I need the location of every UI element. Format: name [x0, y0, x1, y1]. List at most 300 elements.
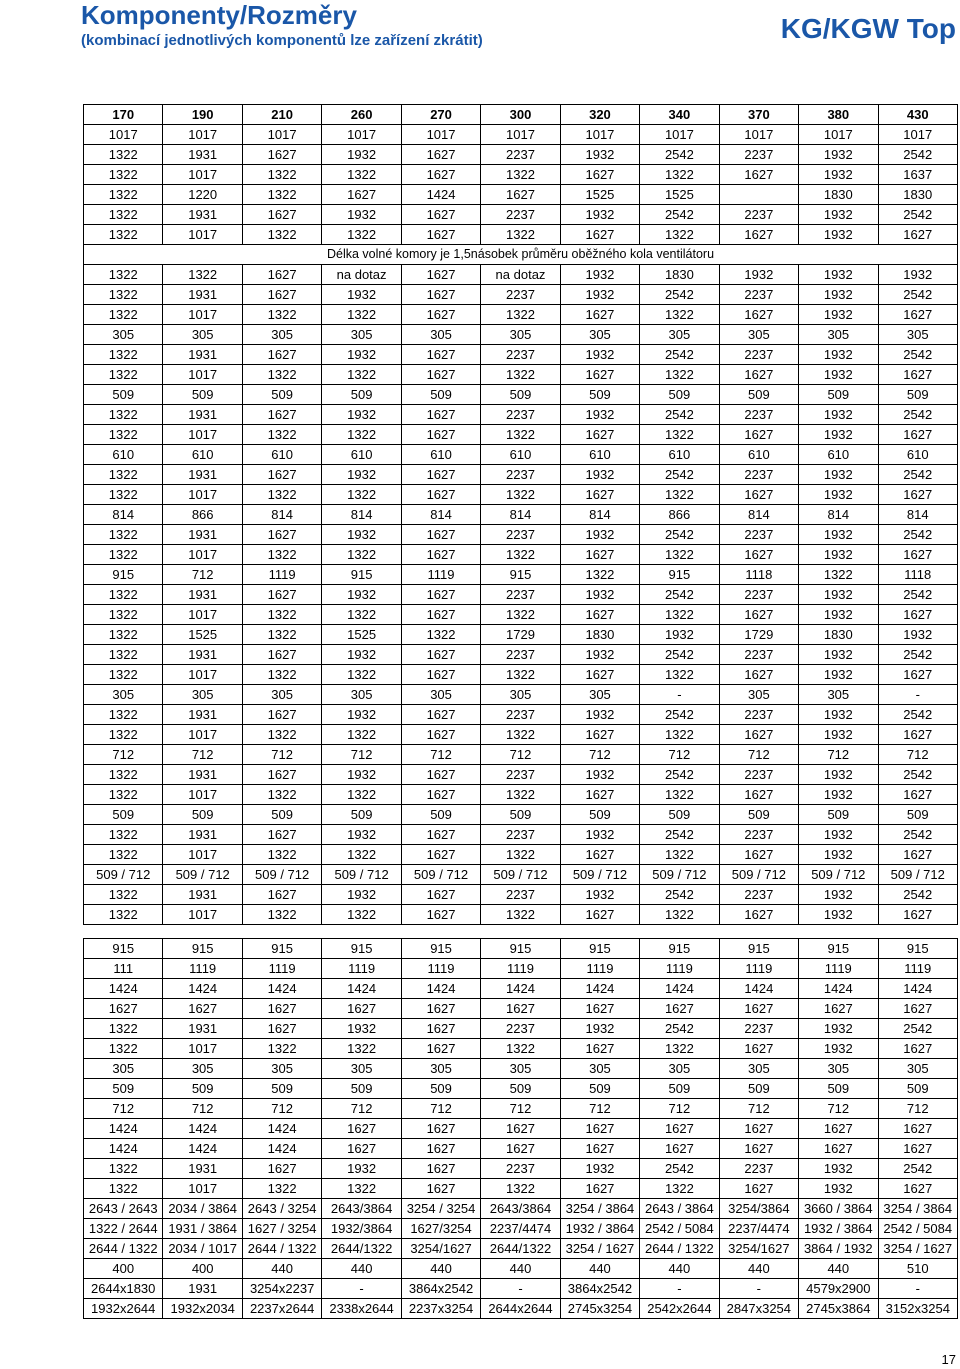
table-cell: 305 [799, 325, 878, 345]
table-cell: 1322 [84, 525, 163, 545]
table-cell: 1627 [799, 1139, 878, 1159]
table-cell: 1119 [242, 565, 321, 585]
table-row [84, 385, 958, 405]
table-cell: 1322 [242, 1179, 321, 1199]
table-cell: 1119 [481, 959, 560, 979]
table-cell: 1627 [401, 999, 480, 1019]
table-cell: 712 [163, 565, 242, 585]
table-cell: 1322 [242, 485, 321, 505]
table-cell: 1830 [878, 185, 957, 205]
table-row [84, 265, 958, 285]
table-cell: 1322 [84, 185, 163, 205]
table-cell: 1932 [322, 825, 401, 845]
table-cell: 1932 [799, 585, 878, 605]
table-cell: 1322 [322, 225, 401, 245]
table-cell: - [878, 685, 957, 705]
table-cell: 2542 / 5084 [878, 1219, 957, 1239]
table-cell: 305 [560, 325, 639, 345]
table-cell: 1627 [560, 425, 639, 445]
table-cell: 1627 [401, 345, 480, 365]
table-cell: 509 [401, 805, 480, 825]
table-cell: 1627 [401, 205, 480, 225]
table-cell: 1322 [84, 625, 163, 645]
table-cell: 1627 [401, 1139, 480, 1159]
table-cell: 1322 [481, 665, 560, 685]
table-cell: 1322 [84, 485, 163, 505]
table-cell: 1627 [481, 1119, 560, 1139]
table-row [84, 939, 958, 959]
table-cell: 2237 [481, 465, 560, 485]
table-cell: 1627 [401, 525, 480, 545]
table-cell: 1627 [878, 605, 957, 625]
table-cell: 1322 [242, 845, 321, 865]
table-cell: 2237 [481, 285, 560, 305]
table-cell: 1322 [84, 585, 163, 605]
table-cell: 1322 [84, 1039, 163, 1059]
table-cell: 1932 [560, 145, 639, 165]
table-cell: 1322 [401, 625, 480, 645]
table-cell: 1627 [878, 225, 957, 245]
table-cell: 1322 [481, 485, 560, 505]
table-row [84, 645, 958, 665]
table-row [84, 345, 958, 365]
table-cell: 2237 [719, 405, 798, 425]
table-cell: 1017 [322, 125, 401, 145]
table-cell: 1322 [640, 665, 719, 685]
table-cell: 1627 [878, 1119, 957, 1139]
table-cell: 1932 [799, 885, 878, 905]
table-cell: 1627 [640, 1139, 719, 1159]
table-cell: 1017 [163, 905, 242, 925]
table-row [84, 525, 958, 545]
table-cell: 1322 [84, 665, 163, 685]
column-header: 170 [84, 105, 163, 125]
table-cell: 509 [84, 385, 163, 405]
table-cell: 2237 [719, 345, 798, 365]
table-cell: 305 [163, 685, 242, 705]
table-cell: 1627 [401, 305, 480, 325]
table-row [84, 745, 958, 765]
table-cell: 509 [242, 385, 321, 405]
table-cell: 1627 [560, 545, 639, 565]
table-cell: 1932 [799, 665, 878, 685]
table-cell: 1932 [560, 645, 639, 665]
table-cell: 1627 [322, 1139, 401, 1159]
table-cell: 1017 [84, 125, 163, 145]
table-cell: 509 [163, 805, 242, 825]
table-cell: 509 [84, 1079, 163, 1099]
table-row [84, 1039, 958, 1059]
table-cell: 509 [481, 805, 560, 825]
table-cell: 1322 [322, 665, 401, 685]
table-cell: 1627 [401, 845, 480, 865]
table-cell: 814 [481, 505, 560, 525]
table-cell: 440 [481, 1259, 560, 1279]
table-cell: 610 [84, 445, 163, 465]
table-cell: 1322 [799, 565, 878, 585]
table-cell: 610 [878, 445, 957, 465]
table-cell: 1932 [560, 705, 639, 725]
table-cell: 1017 [163, 545, 242, 565]
table-cell: 1322 [242, 1039, 321, 1059]
table-cell: 1322 [322, 545, 401, 565]
page-number: 17 [941, 1352, 956, 1367]
table-cell: 1017 [163, 605, 242, 625]
table-cell: 1322 [242, 365, 321, 385]
table-cell: 712 [719, 1099, 798, 1119]
table-cell: 814 [799, 505, 878, 525]
table-cell: 1627 [878, 1179, 957, 1199]
table-cell: 1322 [481, 425, 560, 445]
table-cell: 1119 [322, 959, 401, 979]
table-cell: 440 [799, 1259, 878, 1279]
table-cell: 1627 [560, 1179, 639, 1199]
table-cell: 1932 [560, 1159, 639, 1179]
table-cell: 610 [481, 445, 560, 465]
table-cell: 1424 [242, 1119, 321, 1139]
table-cell: 1017 [163, 665, 242, 685]
table-cell: 305 [481, 1059, 560, 1079]
table-cell: 1627 [560, 165, 639, 185]
table-cell: 1931 [163, 705, 242, 725]
table-cell: 2542 [640, 885, 719, 905]
table-cell: 1627 [719, 665, 798, 685]
table-cell: 440 [322, 1259, 401, 1279]
table-cell: 1322 [322, 845, 401, 865]
table-cell: 1627 [878, 999, 957, 1019]
table-cell: 1119 [560, 959, 639, 979]
table-cell: 1729 [719, 625, 798, 645]
table-cell: 1322 [84, 1019, 163, 1039]
table-cell: 1627 [878, 665, 957, 685]
table-cell: 509 [560, 1079, 639, 1099]
table-cell: 1322 [84, 1159, 163, 1179]
table-cell: 509 [719, 1079, 798, 1099]
table-cell: 2542 [640, 465, 719, 485]
table-cell: 2237x2644 [242, 1299, 321, 1319]
table-cell: 1932x2644 [84, 1299, 163, 1319]
table-cell: 509 [242, 805, 321, 825]
table-cell: 1627 [560, 845, 639, 865]
table-cell: 305 [640, 1059, 719, 1079]
table-cell: 1932 [878, 625, 957, 645]
table-cell: 2237 [719, 145, 798, 165]
table-cell: 2644 / 1322 [84, 1239, 163, 1259]
table-cell: 3254 / 3864 [560, 1199, 639, 1219]
table-cell: 1932 [322, 765, 401, 785]
table-cell: 712 [719, 745, 798, 765]
table-cell: 1931 [163, 205, 242, 225]
table-cell: 509 [640, 385, 719, 405]
table-cell: 509 [719, 385, 798, 405]
table-cell: 1322 [481, 605, 560, 625]
table-cell: 1322 [640, 225, 719, 245]
table-cell: 1627 [719, 1119, 798, 1139]
table-row [84, 1279, 958, 1299]
table-cell: 1627 [322, 999, 401, 1019]
table-cell: 1932 [322, 885, 401, 905]
table-cell: 1932 [799, 405, 878, 425]
table-cell: 509 [640, 1079, 719, 1099]
table-cell: 1932 [799, 705, 878, 725]
table-row [84, 505, 958, 525]
table-cell: 1627 [242, 885, 321, 905]
table-cell: 610 [322, 445, 401, 465]
table-cell: 1322 [481, 165, 560, 185]
table-cell: 1627 [401, 725, 480, 745]
table-cell: 1627 [84, 999, 163, 1019]
table-cell: 2034 / 1017 [163, 1239, 242, 1259]
table-cell: 2542 [878, 465, 957, 485]
table-row [84, 1059, 958, 1079]
table-cell: 2644 / 1322 [242, 1239, 321, 1259]
table-cell: 2237 [481, 825, 560, 845]
table-cell: 1627 [242, 705, 321, 725]
table-cell: 305 [719, 685, 798, 705]
table-cell: 2034 / 3864 [163, 1199, 242, 1219]
table-cell: 2237 [481, 145, 560, 165]
table-cell: 1627 [322, 185, 401, 205]
table-cell: 1627 [401, 765, 480, 785]
table-cell: 1322 [84, 165, 163, 185]
table-cell: 1017 [242, 125, 321, 145]
table-cell: 1017 [163, 165, 242, 185]
table-cell: 2237/4474 [719, 1219, 798, 1239]
table-cell: 509 / 712 [719, 865, 798, 885]
table-cell: 509 / 712 [401, 865, 480, 885]
table-cell: 1017 [560, 125, 639, 145]
table-cell: 1627 [560, 999, 639, 1019]
table-cell: 1322 [322, 305, 401, 325]
table-cell: 2542 [878, 345, 957, 365]
table-cell: 1627 [560, 305, 639, 325]
table-cell: 1627 [242, 205, 321, 225]
table-cell: 2237 [481, 405, 560, 425]
table-row [84, 1239, 958, 1259]
table-cell: 1322 [84, 425, 163, 445]
table-cell: 2745x3254 [560, 1299, 639, 1319]
table-cell: 1627 [401, 645, 480, 665]
table-cell: 509 [799, 385, 878, 405]
table-cell: 1931 [163, 645, 242, 665]
table-cell: 305 [84, 1059, 163, 1079]
table-cell: 1932 [799, 425, 878, 445]
table-cell: 509 [878, 1079, 957, 1099]
table-cell: 1627 [242, 825, 321, 845]
table-cell: 915 [481, 565, 560, 585]
table-cell: 1627 [878, 305, 957, 325]
table-cell: 1322 [640, 605, 719, 625]
table-cell: 2542 [878, 645, 957, 665]
table-cell: 610 [640, 445, 719, 465]
table-cell: 1627 [719, 1039, 798, 1059]
table-cell: 2542 [878, 825, 957, 845]
table-cell: 712 [640, 1099, 719, 1119]
table-cell: 1932 [322, 345, 401, 365]
table-cell: 1627 [163, 999, 242, 1019]
table-cell: 1932 [799, 525, 878, 545]
table-cell: 1627 [878, 845, 957, 865]
table-cell: 712 [401, 1099, 480, 1119]
table-cell: 1322 [640, 365, 719, 385]
table-cell: 1424 [163, 1119, 242, 1139]
table-row [84, 885, 958, 905]
table-cell: 1322 [481, 1039, 560, 1059]
table-cell: 712 [322, 745, 401, 765]
table-cell: 1627 [719, 725, 798, 745]
table-cell: 1627 [719, 545, 798, 565]
table-cell: 2237 [481, 525, 560, 545]
table-cell: 2237 [481, 765, 560, 785]
table-cell: 1017 [163, 1179, 242, 1199]
table-cell: 3254 / 3254 [401, 1199, 480, 1219]
table-cell: 1627 [719, 425, 798, 445]
table-row [84, 565, 958, 585]
table-cell: 2542 [878, 405, 957, 425]
table-cell: 2237 [719, 765, 798, 785]
table-cell: 1627 [401, 905, 480, 925]
table-cell: 712 [481, 745, 560, 765]
table-cell: 1627 [401, 585, 480, 605]
table-cell: 2542 [878, 1019, 957, 1039]
table-cell: 2542 [878, 205, 957, 225]
table-cell: 2542 [640, 765, 719, 785]
table-cell: 1932 [560, 405, 639, 425]
table-cell: 1932x2034 [163, 1299, 242, 1319]
table-cell: 1322 [481, 365, 560, 385]
table-cell: 2542 [878, 765, 957, 785]
table-row [84, 125, 958, 145]
table-cell: 509 [481, 1079, 560, 1099]
table-cell: 1118 [878, 565, 957, 585]
table-cell: 1627 [401, 425, 480, 445]
table-cell: 509 [560, 805, 639, 825]
table-cell: 1627 [481, 185, 560, 205]
table-cell: 1932 [799, 645, 878, 665]
table-cell: 1322 [242, 305, 321, 325]
table-cell: 1322 [242, 605, 321, 625]
table-cell: 2542 [640, 345, 719, 365]
table-row [84, 445, 958, 465]
table-cell: 2237 [719, 1019, 798, 1039]
table-row [84, 145, 958, 165]
table-cell: 1627 [401, 145, 480, 165]
table-cell: 1627 [322, 1119, 401, 1139]
table-cell: 2542 [878, 585, 957, 605]
table-cell: 509 [560, 385, 639, 405]
table-cell: 712 [878, 745, 957, 765]
table-cell: 1627 [560, 905, 639, 925]
table-cell: 915 [640, 939, 719, 959]
table-cell: 1627 [878, 905, 957, 925]
table-cell: 1932 [799, 485, 878, 505]
table-cell: 1322 [84, 265, 163, 285]
table-cell: 509 / 712 [322, 865, 401, 885]
table-cell: 1322 [322, 785, 401, 805]
table-cell: 1932 [322, 645, 401, 665]
table-cell: - [640, 1279, 719, 1299]
dimensions-table-lower [83, 938, 958, 1319]
column-header: 380 [799, 105, 878, 125]
table-cell: 1931 [163, 1279, 242, 1299]
table-row [84, 465, 958, 485]
table-cell: 509 [799, 805, 878, 825]
table-cell: 2542 [640, 525, 719, 545]
table-cell: 1322 [560, 565, 639, 585]
table-cell: 305 [242, 685, 321, 705]
table-cell: 1627 [401, 665, 480, 685]
table-cell: 1627 [719, 905, 798, 925]
table-cell: 509 [799, 1079, 878, 1099]
table-cell: 2644x2644 [481, 1299, 560, 1319]
table-cell: 305 [640, 325, 719, 345]
table-cell: 1017 [163, 1039, 242, 1059]
table-cell: 2542 [640, 585, 719, 605]
table-cell: 1424 [401, 979, 480, 999]
table-cell: 305 [401, 685, 480, 705]
table-cell: 1424 [401, 185, 480, 205]
table-cell: 509 [242, 1079, 321, 1099]
table-cell: 1627 [878, 545, 957, 565]
table-cell: 509 [322, 805, 401, 825]
table-row [84, 1299, 958, 1319]
table-cell: 1322 [84, 765, 163, 785]
table-cell: 3152x3254 [878, 1299, 957, 1319]
table-cell: 1830 [640, 265, 719, 285]
table-cell: 1017 [163, 225, 242, 245]
table-row [84, 625, 958, 645]
table-cell: 509 [640, 805, 719, 825]
table-cell: 1627 [401, 605, 480, 625]
table-cell: 1627 [401, 885, 480, 905]
table-cell: 1119 [401, 959, 480, 979]
table-cell: 1017 [163, 425, 242, 445]
table-cell: 1627 [560, 725, 639, 745]
table-cell: 1322 [84, 545, 163, 565]
table-cell: - [878, 1279, 957, 1299]
column-header: 340 [640, 105, 719, 125]
table-cell: 1932 [799, 465, 878, 485]
table-cell: 1322 [242, 665, 321, 685]
table-cell: 1322 [322, 365, 401, 385]
table-cell: 2542 [878, 145, 957, 165]
table-cell: 2644x1830 [84, 1279, 163, 1299]
table-cell: 1424 [242, 979, 321, 999]
table-cell: 2542 [640, 705, 719, 725]
table-cell: 1322 [481, 905, 560, 925]
table-cell: 1931 [163, 1159, 242, 1179]
table-cell: 1932 [322, 205, 401, 225]
table-cell: 1932 [799, 305, 878, 325]
table-cell: 440 [719, 1259, 798, 1279]
table-row [84, 305, 958, 325]
table-cell: 509 [322, 1079, 401, 1099]
table-cell: 1627 [401, 225, 480, 245]
table-cell: 1322 [640, 545, 719, 565]
table-cell: 305 [242, 325, 321, 345]
table-row [84, 1079, 958, 1099]
table-cell: 2237 [719, 705, 798, 725]
table-cell: 2643 / 3864 [640, 1199, 719, 1219]
table-cell: 1322 [84, 405, 163, 425]
table-cell: 2542x2644 [640, 1299, 719, 1319]
table-cell: 1322 [84, 725, 163, 745]
table-cell: na dotaz [481, 265, 560, 285]
table-row [84, 365, 958, 385]
column-header: 190 [163, 105, 242, 125]
table-cell: 2237 [719, 525, 798, 545]
table-cell: 1627 [242, 285, 321, 305]
